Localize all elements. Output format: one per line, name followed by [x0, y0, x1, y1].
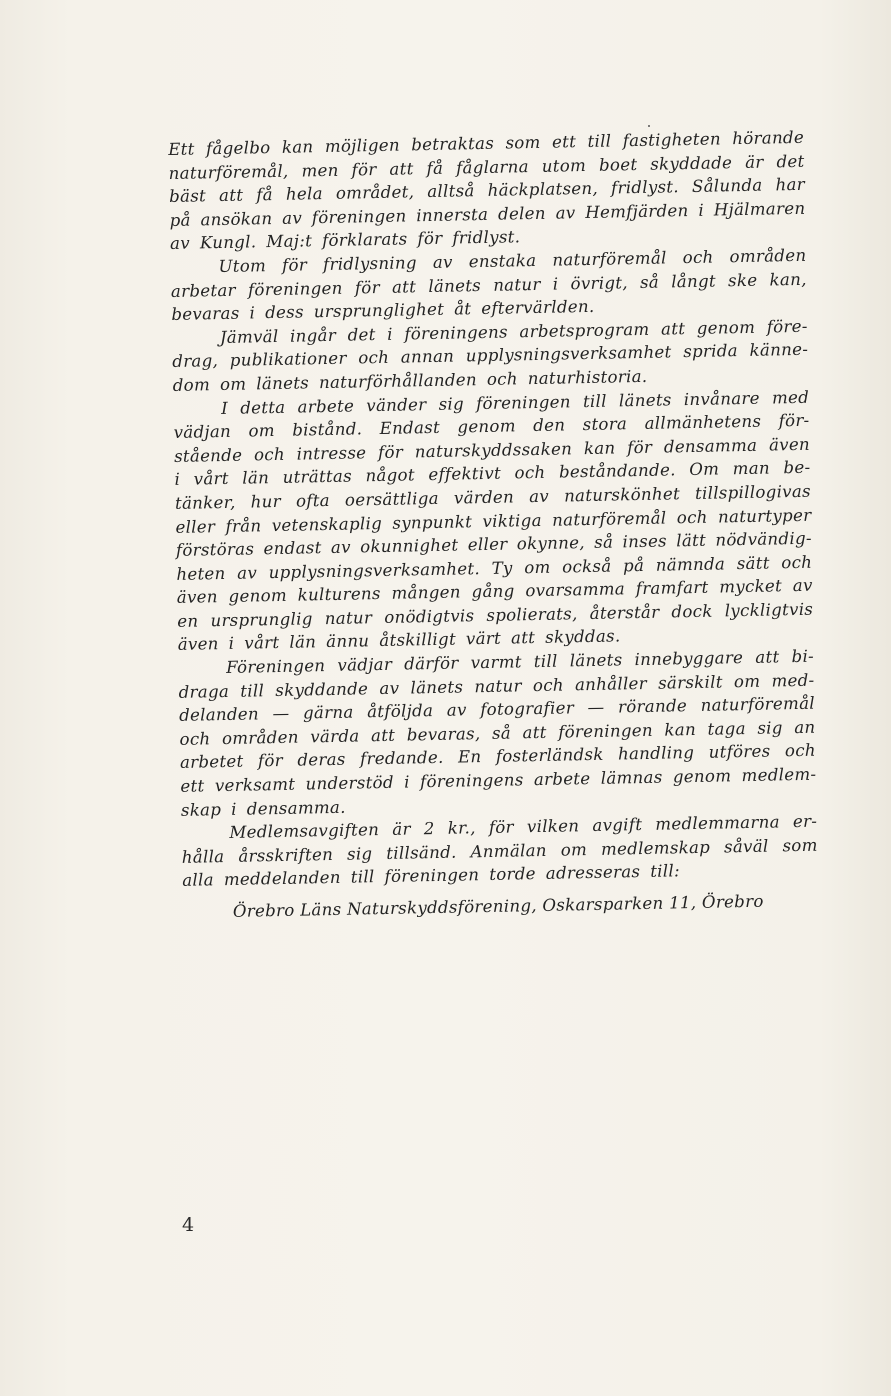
word: ske [727, 270, 758, 290]
word: med- [771, 670, 815, 691]
word: värden [453, 487, 515, 508]
word: alla [182, 870, 215, 891]
word: fridlyst. [452, 227, 521, 248]
word: fredande. [359, 748, 444, 769]
word: utföres [708, 741, 771, 763]
word: häckplatsen, [487, 178, 599, 201]
word: naturskyddssaken [414, 439, 573, 462]
word: till [350, 867, 375, 888]
word: särskilt [657, 672, 723, 693]
word: annan [400, 346, 455, 367]
word: anhåller [574, 673, 648, 694]
word: är [392, 819, 411, 840]
word: förstöras [175, 539, 255, 561]
word: i [249, 303, 256, 323]
word: värt [465, 629, 502, 649]
word: beståndande. [558, 460, 676, 482]
word: så [593, 532, 614, 552]
word: och [253, 444, 286, 465]
word: dess [264, 302, 305, 323]
word: arbetsprogram [519, 319, 650, 342]
word: till [582, 391, 607, 411]
word: skyddande [275, 678, 369, 700]
word: ofta [295, 490, 331, 511]
word: för [257, 751, 284, 771]
word: avgift [592, 815, 643, 836]
word: eftervärlden. [481, 297, 595, 319]
word: dock [671, 601, 713, 622]
word: det [347, 324, 376, 345]
word: för [626, 437, 653, 457]
word: lämnas [600, 767, 663, 788]
word: att [218, 185, 244, 206]
word: an [794, 717, 816, 737]
word: föreningens [404, 322, 509, 344]
word: nödvändig- [715, 528, 812, 550]
word: också [562, 556, 612, 577]
word: fåglarna [455, 156, 530, 178]
word: Ett [168, 139, 195, 159]
word: — [272, 704, 290, 724]
word: i [174, 470, 181, 490]
word: även [176, 587, 218, 608]
word: områden [729, 245, 807, 267]
word: och [179, 729, 211, 749]
word: upplysningsverksamhet. [268, 558, 481, 582]
word: En [457, 747, 482, 767]
word: ett [551, 132, 577, 152]
word: för [417, 229, 443, 249]
word: eller [467, 534, 508, 555]
word: adresseras [545, 862, 641, 884]
word: och [486, 369, 518, 389]
word: kan [583, 438, 616, 458]
word: natur [324, 608, 373, 628]
word: handling [617, 743, 695, 764]
word: kan [281, 137, 314, 157]
word: Maj:t [266, 231, 313, 252]
word: i [552, 274, 559, 294]
word: framfart [635, 577, 709, 599]
word: av [330, 537, 351, 558]
word: tillspillogivas [694, 481, 812, 503]
word: vårt [244, 633, 280, 654]
word: naturskönhet [563, 484, 681, 506]
word: en [177, 611, 199, 631]
word: i [231, 799, 237, 819]
word: publikationer [229, 348, 347, 371]
word: invånare [683, 388, 760, 409]
word: Hemfjärden [585, 200, 689, 222]
word: föreningen [247, 278, 343, 300]
word: kr., [447, 818, 476, 838]
word: Ty [491, 558, 513, 578]
word: för [488, 817, 514, 838]
word: ett [180, 776, 205, 796]
word: arbete [297, 396, 355, 417]
word: tillsänd. [386, 842, 457, 863]
word: föreningen [384, 865, 480, 887]
word: fotografier [480, 698, 575, 720]
word: uträttas [282, 466, 353, 488]
word: nämnda [655, 554, 726, 575]
word: av [555, 202, 576, 223]
word: bi- [791, 646, 815, 667]
word: av [236, 563, 258, 583]
word: kan [664, 719, 697, 740]
word: även [768, 434, 811, 455]
word: att [389, 158, 414, 179]
word: Föreningen [225, 656, 326, 678]
word: och [781, 552, 813, 572]
word: vänder [366, 394, 427, 415]
word: rörande [617, 696, 688, 717]
word: föreningen [311, 206, 407, 228]
word: viktiga [482, 510, 542, 531]
word: åtskilligt [379, 630, 457, 651]
word: — [587, 697, 605, 718]
word: densamma. [246, 797, 346, 819]
word: fastigheten [622, 129, 722, 151]
word: med [771, 387, 810, 407]
word: naturföremål [551, 508, 667, 530]
word: om [733, 671, 761, 691]
word: Kungl. [199, 232, 257, 253]
word: vädjar [337, 654, 393, 675]
word: till [240, 680, 265, 701]
word: skyddade [650, 152, 733, 174]
word: I [221, 398, 229, 418]
word: bistånd. [292, 419, 363, 440]
word: av [379, 678, 400, 698]
word: genom [696, 317, 756, 338]
word: på [622, 555, 645, 576]
word: bevaras [171, 303, 240, 325]
word: medlem- [741, 764, 817, 786]
word: inses [622, 531, 668, 552]
word: allmänhetens [644, 411, 762, 434]
word: av [792, 575, 813, 596]
word: att [660, 318, 686, 339]
word: om [524, 557, 551, 577]
word: årsskriften [238, 844, 334, 866]
word: arbetet [179, 752, 244, 773]
word: Medlemsavgiften [229, 820, 380, 843]
word: hela [285, 184, 324, 204]
word: ursprunglig [210, 609, 313, 631]
word: hörande [732, 127, 805, 149]
word: sig [438, 393, 465, 414]
word: men [301, 160, 339, 181]
word: oersättliga [344, 488, 440, 510]
word: gärna [302, 702, 354, 723]
word: och [682, 247, 714, 268]
body-text [168, 126, 819, 925]
word: man [732, 458, 771, 479]
page-number: 4 [182, 1214, 195, 1236]
word: som [505, 132, 541, 153]
address-line: Örebro Läns Naturskyddsförening, Oskarsparken 11, Örebro [232, 891, 764, 921]
word: vårt [193, 469, 229, 489]
word: länets [569, 650, 623, 671]
word: av [169, 233, 191, 254]
word: natur [493, 274, 541, 295]
word: sig [757, 718, 783, 738]
word: arbetar [170, 280, 236, 301]
word: Hjälmaren [713, 198, 806, 220]
word: gång [471, 581, 515, 602]
word: genom [228, 586, 288, 607]
word: åtföljda [366, 701, 434, 722]
word: onödigtvis [384, 606, 475, 627]
word: effektivt [428, 463, 502, 485]
word: eller [175, 516, 216, 537]
word: länets [410, 677, 464, 698]
word: i [228, 634, 235, 654]
word: föreningen [558, 720, 654, 742]
word: naturtyper [717, 505, 812, 527]
word: få [256, 185, 274, 205]
word: Utom [218, 256, 267, 277]
word: naturhistoria. [527, 366, 648, 389]
word: kulturens [297, 584, 381, 605]
word: om [219, 374, 247, 394]
word: ännu [325, 631, 370, 652]
word: naturföremål [552, 248, 667, 270]
word: för [351, 159, 377, 180]
word: ursprunglighet [313, 299, 445, 322]
word: att [510, 628, 536, 648]
word: fridlyst. [610, 177, 680, 198]
word: från [225, 515, 262, 536]
paper-speck [648, 125, 650, 127]
word: området, [335, 182, 415, 203]
word: om [248, 421, 276, 441]
word: övrigt, [570, 272, 629, 293]
word: Endast [379, 417, 441, 439]
word: även [177, 634, 219, 655]
word: värda [310, 726, 360, 747]
word: delen [497, 203, 546, 224]
word: intresse [296, 442, 367, 464]
word: innebyggare [634, 648, 744, 670]
word: län [289, 632, 317, 653]
word: hålla [181, 846, 225, 867]
word: för- [778, 410, 810, 431]
word: tänker, [174, 492, 236, 513]
word: enstaka [468, 250, 537, 272]
word: torde [489, 864, 536, 885]
word: före- [766, 316, 808, 337]
word: sätt [736, 553, 770, 573]
word: Sålunda [691, 175, 763, 197]
word: Jämväl [219, 326, 279, 347]
word: taga [707, 718, 746, 739]
word: vilken [526, 816, 580, 837]
word: alltså [427, 181, 475, 202]
word: och [514, 463, 546, 483]
word: och [532, 675, 564, 695]
word: såväl [723, 836, 769, 857]
word: som [782, 835, 818, 856]
word: för [377, 442, 404, 462]
word: föreningens [419, 770, 524, 792]
word: på [169, 210, 191, 230]
word: länets [428, 275, 482, 296]
word: naturföremål, [168, 161, 289, 183]
word: att [391, 276, 417, 297]
word: kan, [769, 269, 807, 290]
word: att [522, 722, 547, 743]
word: i [386, 324, 393, 344]
word: naturföremål [700, 693, 816, 716]
word: och [784, 741, 816, 761]
word: heten [176, 563, 226, 584]
word: långt [671, 271, 717, 291]
word: har [775, 174, 806, 195]
word: för [281, 255, 308, 275]
word: understöd [305, 772, 394, 794]
word: genom [457, 416, 516, 437]
word: få [426, 158, 444, 178]
word: draga [178, 681, 230, 702]
word: av [432, 252, 453, 272]
word: länets [618, 389, 672, 410]
word: dom [172, 375, 211, 395]
word: deras [297, 750, 346, 771]
word: så [491, 723, 512, 743]
word: upplysningsverksamhet [465, 342, 672, 366]
word: känne- [749, 340, 809, 361]
word: skap [180, 799, 222, 820]
word: till [587, 131, 612, 151]
word: är [744, 152, 764, 172]
word: den [533, 415, 566, 436]
word: ingår [289, 325, 337, 346]
word: naturförhållanden [318, 370, 478, 393]
word: spolierats, [486, 604, 578, 625]
word: av [528, 486, 550, 507]
word: mången [391, 582, 461, 604]
word: lyckligtvis [724, 599, 814, 621]
word: betraktas [411, 133, 495, 155]
word: boet [598, 154, 638, 175]
word: medlemmarna [655, 812, 780, 834]
word: därför [404, 653, 459, 674]
word: okynne, [516, 533, 585, 554]
word: möjligen [324, 135, 401, 156]
word: hur [250, 491, 282, 512]
word: län [242, 468, 270, 488]
word: verksamt [214, 774, 296, 796]
word: områden [221, 727, 299, 748]
word: stående [173, 445, 243, 466]
word: att [755, 647, 780, 667]
word: okunnighet [360, 535, 459, 557]
word: medlemskap [600, 837, 711, 859]
word: densamma [663, 435, 758, 457]
word: 2 [423, 819, 435, 839]
word: delanden [178, 704, 260, 726]
word: innersta [416, 204, 489, 226]
word: fågelbo [205, 138, 271, 159]
word: sprida [683, 341, 739, 362]
word: drag, [172, 351, 219, 372]
word: stora [582, 414, 628, 435]
word: bevaras, [406, 723, 481, 745]
word: mycket [719, 576, 783, 597]
word: till: [650, 861, 681, 882]
word: förklarats [321, 229, 408, 251]
word: något [365, 465, 416, 486]
word: ansökan [200, 208, 273, 230]
word: till [533, 651, 558, 672]
word: för [354, 277, 381, 298]
word: natur [474, 675, 522, 696]
word: att [370, 725, 396, 746]
word: och [358, 348, 390, 368]
word: er- [792, 811, 818, 832]
word: sig [346, 844, 373, 864]
word: varmt [470, 652, 522, 673]
word: länets [256, 373, 310, 394]
word: det [776, 151, 805, 171]
word: föreningen [475, 391, 571, 413]
word: så [639, 272, 660, 292]
word: skyddas. [544, 626, 621, 648]
word: av [281, 208, 303, 228]
word: arbete [533, 769, 591, 790]
word: endast [263, 538, 322, 559]
word: utom [541, 155, 587, 176]
word: vädjan [173, 421, 232, 443]
word: be- [783, 458, 811, 478]
word: Om [689, 459, 720, 480]
word: Anmälan [470, 840, 548, 862]
word: om [560, 839, 588, 860]
word: synpunkt [392, 511, 473, 533]
word: fosterländsk [495, 745, 604, 767]
word: vetenskaplig [271, 513, 383, 535]
word: meddelanden [223, 868, 341, 890]
word: bäst [168, 186, 207, 207]
word: av [446, 700, 467, 721]
word: i [403, 772, 410, 792]
word: ovarsamma [525, 579, 626, 601]
word: detta [240, 397, 286, 418]
word: och [676, 507, 708, 527]
word: åt [453, 299, 472, 319]
word: lätt [676, 530, 707, 551]
word: i [698, 200, 705, 220]
word: återstår [589, 602, 660, 623]
word: genom [672, 766, 732, 787]
word: fridlysning [322, 253, 418, 275]
